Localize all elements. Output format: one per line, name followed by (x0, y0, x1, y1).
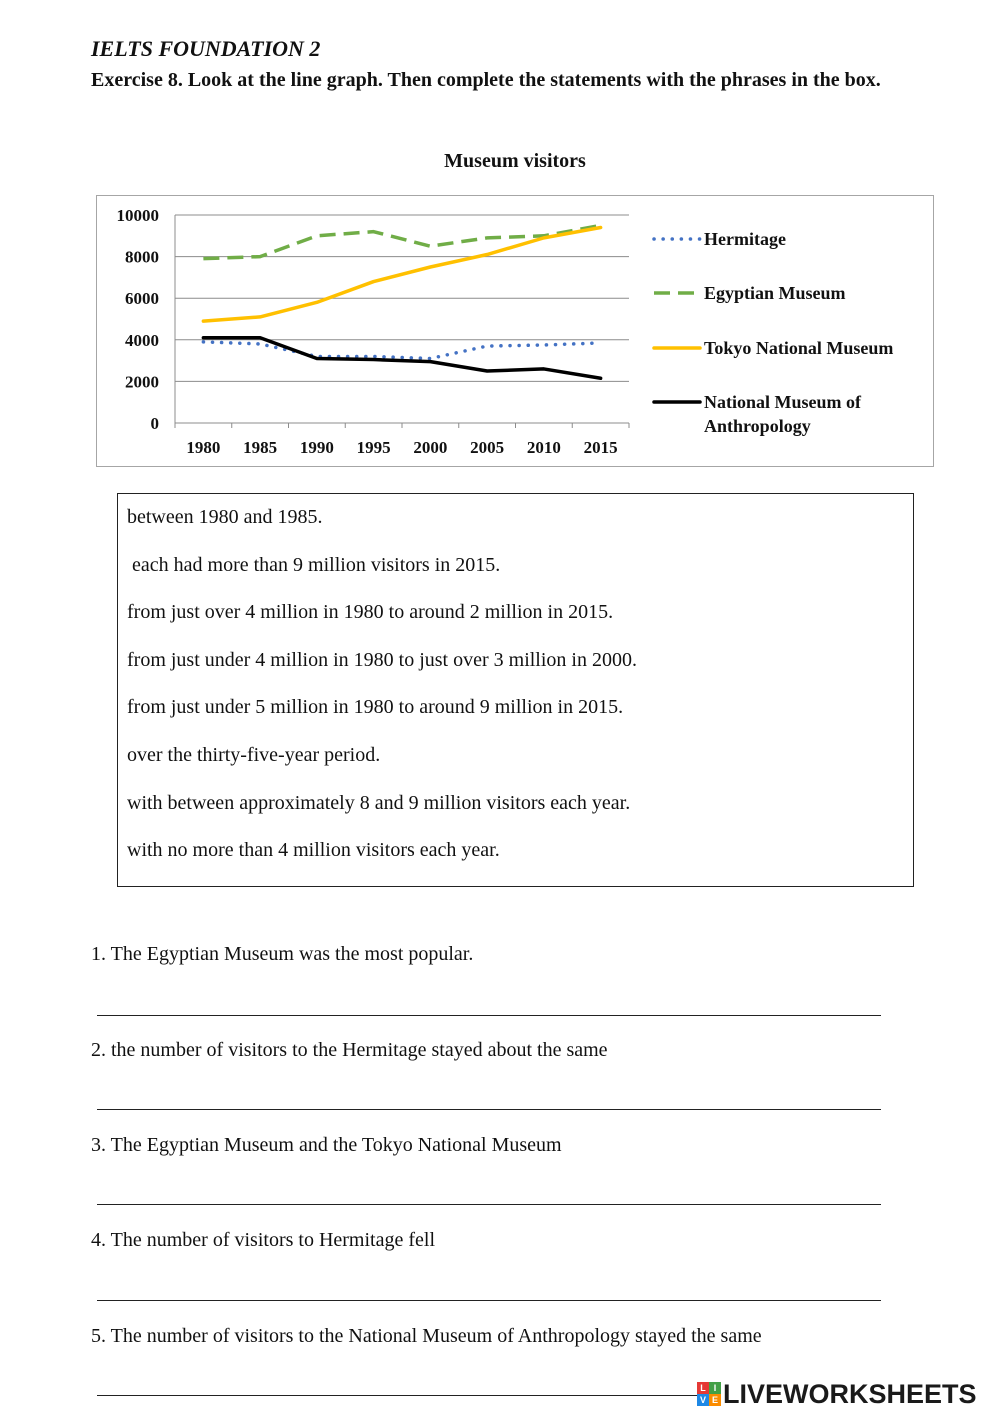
chart-canvas (97, 196, 935, 468)
phrase-item: each had more than 9 million visitors in 2015. (127, 553, 501, 576)
answer-input-4[interactable] (97, 1300, 881, 1301)
question-2: 2. the number of visitors to the Hermitage stayed about the same (91, 1039, 608, 1061)
legend-label: Hermitage (704, 229, 786, 249)
question-1: 1. The Egyptian Museum was the most popular. (91, 943, 474, 965)
series-line-egyptian-museum (203, 225, 600, 258)
phrase-item: over the thirty-five-year period. (127, 743, 381, 766)
legend-label: National Museum of (704, 392, 861, 412)
exercise-instructions: Exercise 8. Look at the line graph. Then complete the statements with the phrases in the box. (91, 69, 881, 91)
y-tick-label: 2000 (125, 372, 159, 392)
answer-input-1[interactable] (97, 1015, 881, 1016)
logo-letter: L (697, 1382, 709, 1394)
logo-letter: I (709, 1382, 721, 1394)
phrase-item: from just under 5 million in 1980 to around 9 million in 2015. (127, 696, 624, 719)
logo-mark-icon (697, 1382, 721, 1406)
x-tick-label: 1980 (186, 438, 221, 457)
phrase-item: with between approximately 8 and 9 million visitors each year. (127, 791, 631, 814)
question-5: 5. The number of visitors to the National Museum of Anthropology stayed the same (91, 1325, 762, 1347)
answer-input-2[interactable] (97, 1109, 881, 1110)
phrase-item: from just over 4 million in 1980 to around 2 million in 2015. (127, 601, 614, 624)
legend-label: Egyptian Museum (704, 283, 846, 303)
phrase-box (117, 493, 914, 887)
x-tick-label: 1985 (243, 438, 278, 457)
legend-label: Tokyo National Museum (704, 338, 894, 358)
x-tick-label: 2010 (526, 438, 561, 457)
y-tick-label: 4000 (125, 330, 159, 350)
line-chart (96, 195, 934, 467)
series-line-tokyo-national-museum (203, 227, 600, 321)
y-tick-label: 10000 (116, 206, 159, 225)
x-tick-label: 2015 (583, 438, 618, 457)
phrase-item: from just under 4 million in 1980 to just over 3 million in 2000. (127, 648, 637, 671)
chart-title: Museum visitors (444, 150, 586, 172)
x-tick-label: 1990 (299, 438, 334, 457)
y-tick-label: 0 (150, 414, 159, 433)
liveworksheets-logo (697, 1378, 997, 1410)
question-3: 3. The Egyptian Museum and the Tokyo National Museum (91, 1134, 562, 1156)
y-tick-label: 8000 (125, 247, 159, 267)
x-tick-label: 2000 (413, 438, 448, 457)
series-line-hermitage (203, 342, 600, 359)
x-tick-label: 2005 (470, 438, 505, 457)
worksheet-title: IELTS FOUNDATION 2 (91, 36, 321, 61)
logo-text: LIVEWORKSHEETS (723, 1378, 977, 1409)
phrase-item: with no more than 4 million visitors each year. (127, 839, 500, 862)
answer-input-3[interactable] (97, 1204, 881, 1205)
x-tick-label: 1995 (356, 438, 391, 457)
logo-letter: E (709, 1394, 721, 1406)
phrase-item: between 1980 and 1985. (127, 506, 323, 528)
legend-label: Anthropology (704, 416, 811, 436)
question-4: 4. The number of visitors to Hermitage fell (91, 1229, 435, 1251)
y-tick-label: 6000 (125, 289, 159, 309)
logo-letter: V (697, 1394, 709, 1406)
